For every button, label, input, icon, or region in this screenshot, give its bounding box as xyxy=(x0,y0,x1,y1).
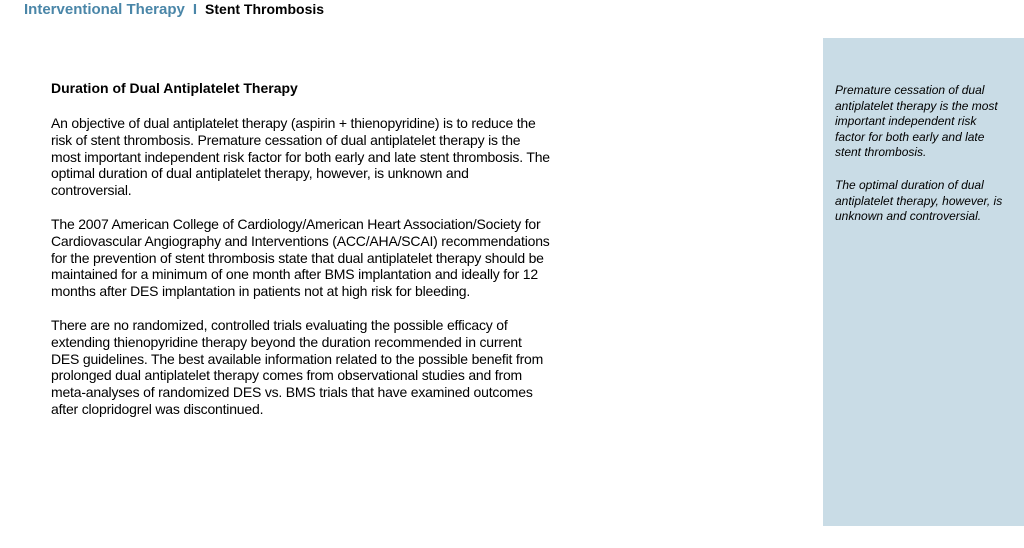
sidebar-note-cessation: Premature cessation of dual antiplatelet therapy is the most important independent risk factor for both early and late stent thrombosis. xyxy=(835,83,998,159)
sidebar-callout xyxy=(823,38,1024,526)
slide-header xyxy=(24,0,324,20)
paragraph-objective: An objective of dual antiplatelet therapy (aspirin + thienopyridine) is to reduce the risk of stent thrombosis. Premature cessation of dual antiplatelet therapy is the most important independent risk factor for both early and late stent thrombosis. The optimal duration of dual antiplatelet therapy, however, is unknown and controversial. xyxy=(51,115,550,199)
section-title: Interventional Therapy xyxy=(24,1,185,18)
paragraph-recommendations: The 2007 American College of Cardiology/American Heart Association/Society for Cardiovascular Angiography and Interventions (ACC/AHA/SCAI) recommendations for the prevention of stent thrombosis state that dual antiplatelet therapy should be maintained for a minimum of one month after BMS implantation and ideally for 12 months after DES implantation in patients not at high risk for bleeding. xyxy=(51,215,550,300)
main-content xyxy=(51,79,551,435)
topic-title: Stent Thrombosis xyxy=(205,1,325,17)
content-heading: Duration of Dual Antiplatelet Therapy xyxy=(51,80,298,96)
sidebar-note-duration: The optimal duration of dual antiplatelet therapy, however, is unknown and controversial. xyxy=(835,178,1003,223)
header-separator: I xyxy=(192,1,198,18)
paragraph-evidence: There are no randomized, controlled trials evaluating the possible efficacy of extending thienopyridine therapy beyond the duration recommended in current DES guidelines. The best available information related to the possible benefit from prolonged dual antiplatelet therapy comes from observational studies and from meta-analyses of randomized DES vs. BMS trials that have examined outcomes after clopridogrel was discontinued. xyxy=(51,316,544,417)
